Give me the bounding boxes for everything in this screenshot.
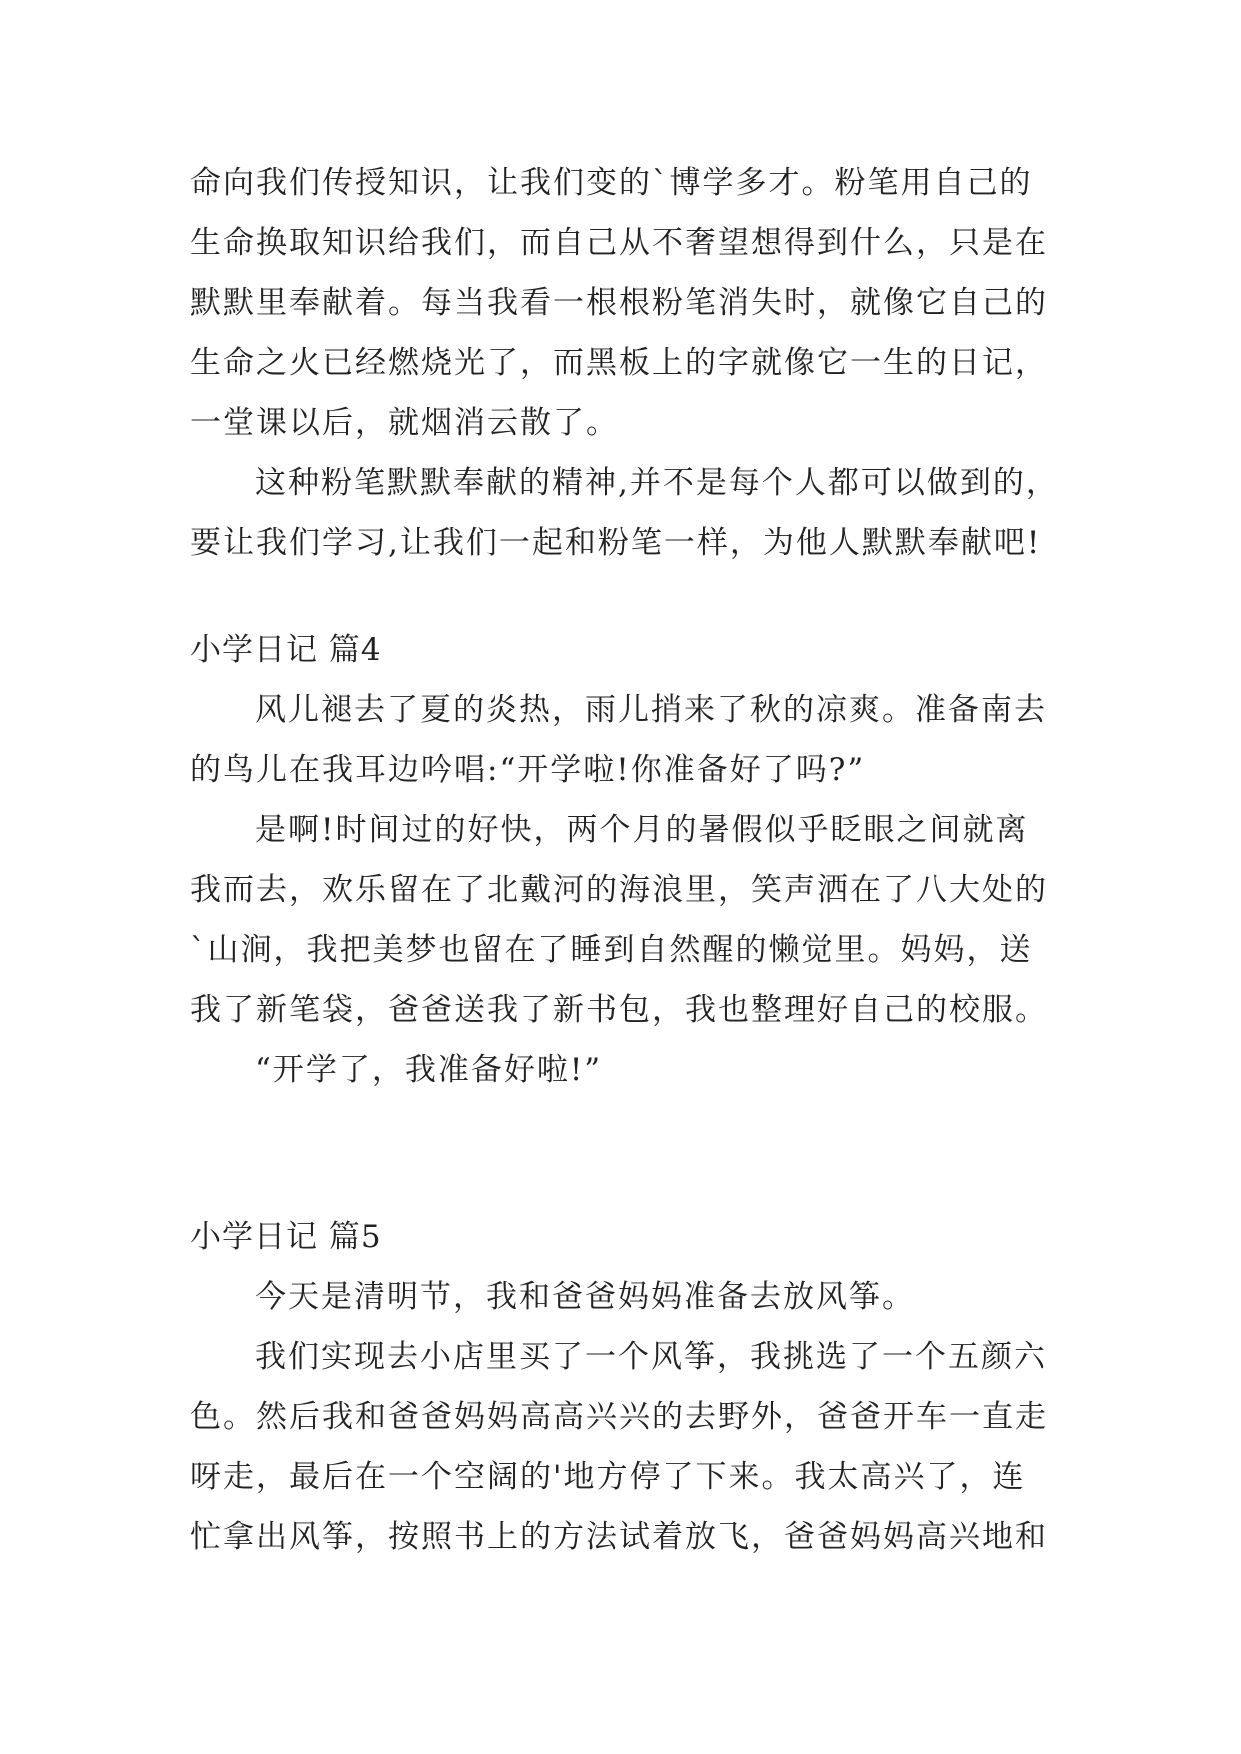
paragraph-line: 的鸟儿在我耳边吟唱:“开学啦!你准备好了吗?” [190, 752, 866, 788]
paragraph-line: 生命之火已经燃烧光了，而黑板上的字就像它一生的日记， [190, 345, 1048, 381]
paragraph-line: 我们实现去小店里买了一个风筝，我挑选了一个五颜六 [255, 1339, 1047, 1375]
paragraph-line: 生命换取知识给我们，而自己从不奢望想得到什么，只是在 [190, 225, 1048, 261]
paragraph-line: 呀走，最后在一个空阔的'地方停了下来。我太高兴了，连 [190, 1459, 1026, 1495]
paragraph-line: 我了新笔袋，爸爸送我了新书包，我也整理好自己的校服。 [190, 992, 1048, 1028]
section-heading: 小学日记 篇5 [190, 1219, 382, 1255]
section-heading: 小学日记 篇4 [190, 632, 382, 668]
paragraph-line: 默默里奉献着。每当我看一根根粉笔消失时，就像它自己的 [190, 285, 1048, 321]
paragraph-line: 色。然后我和爸爸妈妈高高兴兴的去野外，爸爸开车一直走 [190, 1399, 1048, 1435]
paragraph-line: “开学了，我准备好啦!” [255, 1052, 603, 1088]
paragraph-line: 忙拿出风筝，按照书上的方法试着放飞，爸爸妈妈高兴地和 [190, 1519, 1048, 1555]
paragraph-line: 一堂课以后，就烟消云散了。 [190, 405, 619, 441]
paragraph-line: 这种粉笔默默奉献的精神,并不是每个人都可以做到的， [255, 465, 1059, 501]
paragraph-line: 是啊!时间过的好快，两个月的暑假似乎眨眼之间就离 [255, 812, 1029, 848]
paragraph-line: `山涧，我把美梦也留在了睡到自然醒的懒觉里。妈妈，送 [190, 932, 1033, 968]
paragraph-line: 命向我们传授知识，让我们变的`博学多才。粉笔用自己的 [190, 165, 1033, 201]
paragraph-line: 风儿褪去了夏的炎热，雨儿捎来了秋的凉爽。准备南去 [255, 692, 1047, 728]
paragraph-line: 今天是清明节，我和爸爸妈妈准备去放风筝。 [255, 1279, 915, 1315]
paragraph-line: 我而去，欢乐留在了北戴河的海浪里，笑声洒在了八大处的 [190, 872, 1048, 908]
paragraph-line: 要让我们学习,让我们一起和粉笔一样，为他人默默奉献吧! [190, 525, 1042, 561]
